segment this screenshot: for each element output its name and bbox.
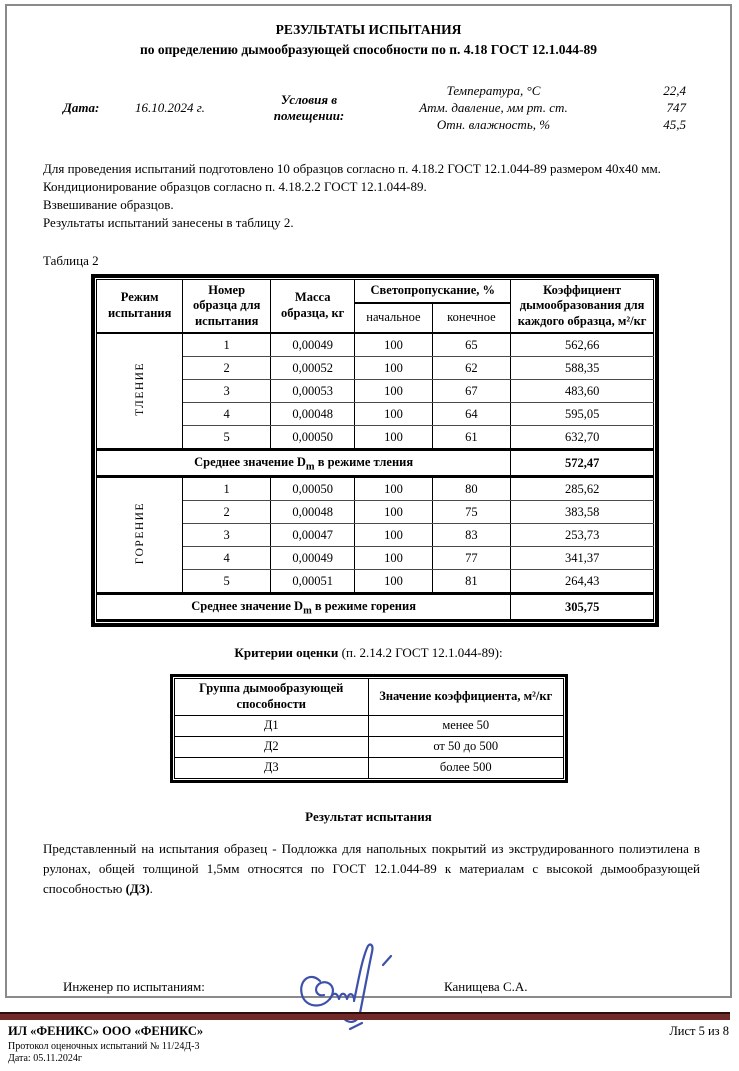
result-paragraph: Представленный на испытания образец - Подложка для напольных покрытий из экструдированного полиэтилена в рулонах, общей толщиной 1,5мм относятся по ГОСТ 12.1.044-89 к материалам с высокой дымообразующей способностью (Д3).: [43, 840, 700, 896]
cell: 0,00049: [271, 547, 355, 570]
cell: 285,62: [511, 477, 654, 501]
page-footer: [8, 1024, 731, 1064]
col-header-initial: начальное: [355, 303, 432, 334]
cell: 77: [432, 547, 511, 570]
conditions-block: [63, 83, 688, 134]
cell: 0,00047: [271, 524, 355, 547]
cell: 4: [183, 403, 271, 426]
room-conditions-label: Условия в помещении:: [273, 92, 345, 124]
condition-row: [371, 117, 688, 134]
humidity-label: Отн. влажность, %: [436, 116, 551, 132]
date-label: Дата:: [63, 100, 100, 116]
cell: 100: [355, 570, 432, 594]
col-header-sample-number: Номер образца для испытания: [183, 279, 271, 333]
cell: 1: [183, 477, 271, 501]
room-conditions-values: [371, 83, 688, 134]
criteria-table: [170, 674, 568, 782]
cell: 100: [355, 547, 432, 570]
cell: 5: [183, 426, 271, 450]
footer-date: Дата: 05.11.2024г: [8, 1053, 82, 1064]
intro-line: Взвешивание образцов.: [43, 197, 174, 213]
cell: 0,00053: [271, 380, 355, 403]
cell: 632,70: [511, 426, 654, 450]
intro-paragraph: [43, 160, 700, 233]
criteria-col-group: Группа дымообразующей способности: [174, 679, 369, 715]
footer-sheet-number: Лист 5 из 8: [669, 1024, 729, 1038]
cell: 100: [355, 357, 432, 380]
condition-row: [371, 100, 688, 117]
criteria-row: [174, 757, 563, 778]
temperature-label: Температура, °С: [446, 83, 541, 99]
cell: 383,58: [511, 501, 654, 524]
table2-caption: Таблица 2: [43, 252, 99, 268]
cell: 562,66: [511, 333, 654, 357]
result-heading: Результат испытания: [305, 808, 432, 824]
report-title-line1: РЕЗУЛЬТАТЫ ИСПЫТАНИЯ: [275, 22, 462, 37]
mode-cell-burning: ГОРЕНИЕ: [97, 477, 183, 594]
cell: 0,00049: [271, 333, 355, 357]
humidity-value: 45,5: [663, 116, 686, 132]
criteria-row: [174, 736, 563, 757]
average-label: Среднее значение $D_m$ в режиме горения: [97, 594, 511, 621]
cell: 4: [183, 547, 271, 570]
criteria-heading: Критерии оценки (п. 2.14.2 ГОСТ 12.1.044-89):: [234, 645, 503, 661]
cell: 588,35: [511, 357, 654, 380]
cell: Д1: [174, 715, 369, 736]
cell: 61: [432, 426, 511, 450]
cell: 0,00050: [271, 477, 355, 501]
average-row-burning: [97, 594, 654, 621]
cell: 2: [183, 501, 271, 524]
report-title-line2: по определению дымообразующей способности по п. 4.18 ГОСТ 12.1.044-89: [139, 41, 598, 57]
col-header-mass: Масса образца, кг: [271, 279, 355, 333]
footer-org: ИЛ «ФЕНИКС» ООО «ФЕНИКС»: [8, 1024, 204, 1038]
table-row: [97, 333, 654, 357]
cell: 3: [183, 380, 271, 403]
report-title: [7, 20, 730, 59]
pressure-value: 747: [666, 100, 686, 116]
cell: 83: [432, 524, 511, 547]
cell: 81: [432, 570, 511, 594]
cell: 62: [432, 357, 511, 380]
average-row-smoldering: [97, 450, 654, 477]
footer-protocol: Протокол оценочных испытаний № 11/24Д-3: [8, 1041, 200, 1052]
cell: 100: [355, 333, 432, 357]
cell: 1: [183, 333, 271, 357]
cell: 595,05: [511, 403, 654, 426]
cell: 483,60: [511, 380, 654, 403]
cell: менее 50: [369, 715, 564, 736]
cell: 100: [355, 477, 432, 501]
condition-row: [371, 83, 688, 100]
cell: 0,00052: [271, 357, 355, 380]
cell: Д2: [174, 736, 369, 757]
cell: 75: [432, 501, 511, 524]
engineer-name: Канищева С.А.: [444, 979, 528, 995]
criteria-row: [174, 715, 563, 736]
cell: 65: [432, 333, 511, 357]
col-header-coefficient: Коэффициент дымообразования для каждого образца, м²/кг: [511, 279, 654, 333]
average-value: 572,47: [511, 450, 654, 477]
date-value: 16.10.2024 г.: [135, 100, 205, 116]
temperature-value: 22,4: [663, 83, 686, 99]
table-row: [97, 477, 654, 501]
average-label: Среднее значение $D_m$ в режиме тления: [97, 450, 511, 477]
signature-block: [7, 945, 730, 1035]
cell: 100: [355, 524, 432, 547]
cell: от 50 до 500: [369, 736, 564, 757]
cell: 0,00048: [271, 501, 355, 524]
cell: 2: [183, 357, 271, 380]
results-table: [91, 274, 659, 628]
cell: 0,00048: [271, 403, 355, 426]
handwritten-signature-icon: [290, 939, 402, 1035]
cell: 100: [355, 380, 432, 403]
engineer-label: Инженер по испытаниям:: [63, 979, 205, 995]
cell: Д3: [174, 757, 369, 778]
cell: 100: [355, 403, 432, 426]
cell: 80: [432, 477, 511, 501]
intro-line: Кондиционирование образцов согласно п. 4.18.2.2 ГОСТ 12.1.044-89.: [43, 178, 427, 194]
col-header-transmission: Светопропускание, %: [355, 279, 511, 303]
cell: более 500: [369, 757, 564, 778]
cell: 3: [183, 524, 271, 547]
cell: 100: [355, 501, 432, 524]
cell: 0,00050: [271, 426, 355, 450]
cell: 5: [183, 570, 271, 594]
cell: 67: [432, 380, 511, 403]
cell: 253,73: [511, 524, 654, 547]
mode-cell-smoldering: ТЛЕНИЕ: [97, 333, 183, 450]
cell: 0,00051: [271, 570, 355, 594]
col-header-final: конечное: [432, 303, 511, 334]
cell: 341,37: [511, 547, 654, 570]
cell: 64: [432, 403, 511, 426]
cell: 264,43: [511, 570, 654, 594]
page-border-frame: [5, 4, 732, 998]
footer-divider-bar: [0, 1012, 730, 1020]
average-value: 305,75: [511, 594, 654, 621]
cell: 100: [355, 426, 432, 450]
pressure-label: Атм. давление, мм рт. ст.: [419, 100, 568, 116]
intro-line: Результаты испытаний занесены в таблицу 2.: [43, 215, 294, 231]
col-header-mode: Режим испытания: [97, 279, 183, 333]
criteria-col-value: Значение коэффициента, м²/кг: [369, 679, 564, 715]
intro-line: Для проведения испытаний подготовлено 10 образцов согласно п. 4.18.2 ГОСТ 12.1.044-89 размером 40х40 мм.: [43, 160, 661, 176]
